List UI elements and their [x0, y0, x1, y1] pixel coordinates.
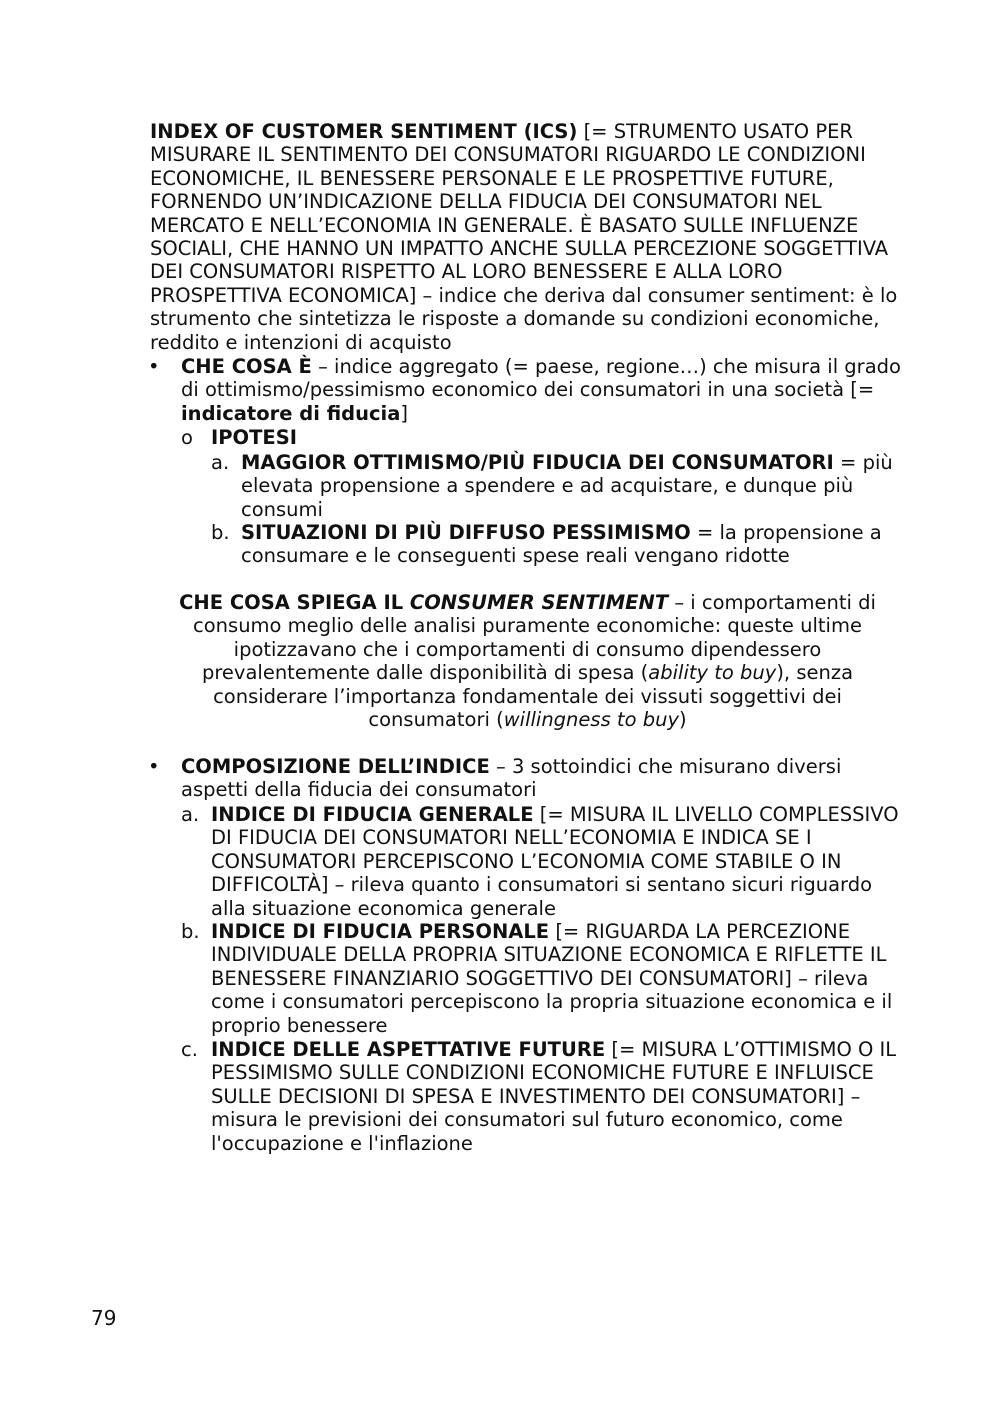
bullet-che-cosa-end: ] — [400, 401, 409, 425]
consumer-sentiment-paragraph: CHE COSA SPIEGA IL CONSUMER SENTIMENT – i comportamenti di consumo meglio delle analisi puramente economiche: queste ultime ipotizzavano che i comportamenti di consumo dipendessero prevalentemente dalle disponibilità di spesa (ability to buy), senza considerare l’importanza fondamentale dei vissuti soggettivi dei consumatori (willingness to buy) — [179, 591, 876, 732]
ipotesi-label: IPOTESI — [211, 426, 298, 449]
sub-bullet-marker: o — [181, 426, 193, 449]
list-marker-b: b. — [211, 521, 230, 544]
bullet-che-cosa — [181, 355, 901, 425]
list-marker-b: b. — [181, 920, 200, 943]
bullet-marker: • — [148, 755, 160, 778]
ipotesi-item-b: SITUAZIONI DI PIÙ DIFFUSO PESSIMISMO = la propensione a consumare e le conseguenti spese reali vengano ridotte — [241, 521, 882, 568]
bullet-marker: • — [148, 355, 160, 378]
ipotesi-item-a: MAGGIOR OTTIMISMO/PIÙ FIDUCIA DEI CONSUMATORI = più elevata propensione a spendere e ad acquistare, e dunque più consumi — [241, 451, 893, 521]
intro-term: INDEX OF CUSTOMER SENTIMENT (ICS) — [150, 120, 578, 143]
list-marker-c: c. — [181, 1038, 198, 1061]
list-marker-a: a. — [181, 803, 200, 826]
intro-paragraph — [150, 120, 902, 354]
bullet-che-cosa-term2: indicatore di fiducia — [181, 401, 401, 425]
bullet-composizione: COMPOSIZIONE DELL’INDICE – 3 sottoindici che misurano diversi aspetti della fiducia dei consumatori — [181, 755, 842, 802]
composizione-item-c: INDICE DELLE ASPETTATIVE FUTURE [= MISURA L’OTTIMISMO O IL PESSIMISMO SULLE CONDIZIONI ECONOMICHE FUTURE E INFLUISCE SULLE DECISIONI DI SPESA E INVESTIMENTO DEI CONSUMATORI] – misura le previsioni dei consumatori sul futuro economico, come l'occupazione e l'inflazione — [211, 1038, 897, 1155]
list-marker-a: a. — [211, 451, 230, 474]
bullet-che-cosa-text: – indice aggregato (= paese, regione…) che misura il grado di ottimismo/pessimismo economico dei consumatori in una società [= — [181, 355, 901, 402]
composizione-item-a: INDICE DI FIDUCIA GENERALE [= MISURA IL LIVELLO COMPLESSIVO DI FIDUCIA DEI CONSUMATORI NELL’ECONOMIA E INDICA SE I CONSUMATORI PERCEPISCONO L’ECONOMIA COME STABILE O IN DIFFICOLTÀ] – rileva quanto i consumatori si sentano sicuri riguardo alla situazione economica generale — [211, 803, 899, 920]
intro-text: [= STRUMENTO USATO PER MISURARE IL SENTIMENTO DEI CONSUMATORI RIGUARDO LE CONDIZIONI ECONOMICHE, IL BENESSERE PERSONALE E LE PROSPETTIVE FUTURE, FORNENDO UN’INDICAZIONE DELLA FIDUCIA DEI CONSUMATORI NEL MERCATO E NELL’ECONOMIA IN GENERALE. È BASATO SULLE INFLUENZE SOCIALI, CHE HANNO UN IMPATTO ANCHE SULLA PERCEZIONE SOGGETTIVA DEI CONSUMATORI RISPETTO AL LORO BENESSERE E ALLA LORO PROSPETTIVA ECONOMICA] – indice che deriva dal consumer sentiment: è lo strumento che sintetizza le risposte a domande su condizioni economiche, reddito e intenzioni di acquisto — [150, 120, 898, 354]
bullet-che-cosa-term: CHE COSA È — [181, 355, 312, 378]
composizione-item-b: INDICE DI FIDUCIA PERSONALE [= RIGUARDA LA PERCEZIONE INDIVIDUALE DELLA PROPRIA SITUAZIONE ECONOMICA E RIFLETTE IL BENESSERE FINANZIARIO SOGGETTIVO DEI CONSUMATORI] – rileva come i consumatori percepiscono la propria situazione economica e il proprio benessere — [211, 920, 893, 1037]
page-number: 79 — [91, 1306, 117, 1330]
